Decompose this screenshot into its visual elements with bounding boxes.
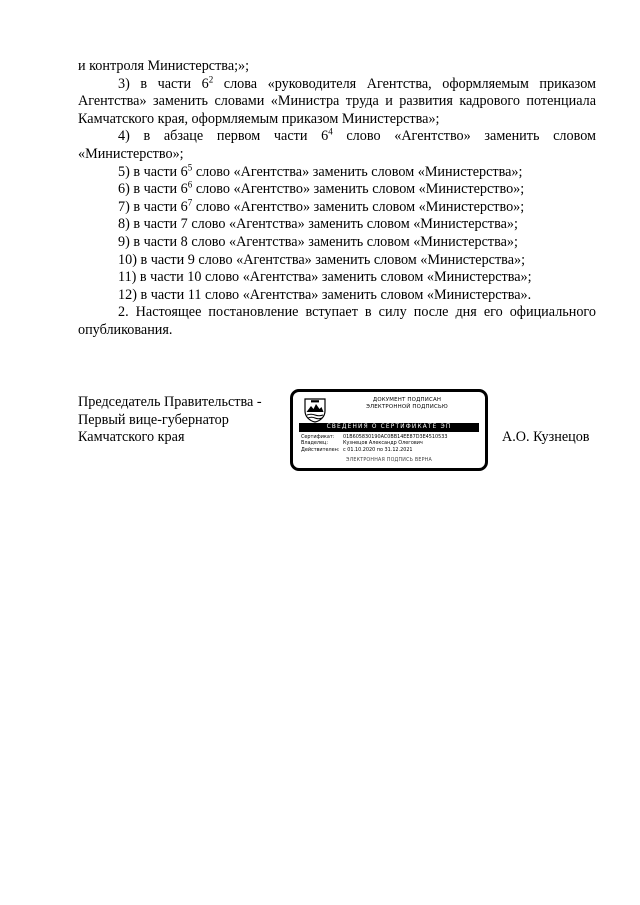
paragraph-text: 6) в части 6 [118,181,188,198]
signer-position [78,394,262,447]
signature-valid-note: ЭЛЕКТРОННАЯ ПОДПИСЬ ВЕРНА [346,458,432,463]
paragraph-8 [78,252,596,270]
paragraph-10 [78,287,596,305]
paragraph-text: 11) в части 10 слово «Агентства» заменить словом «Министерства»; [118,269,532,286]
kamchatka-coat-of-arms-icon [303,397,327,423]
paragraph-9 [78,269,596,287]
paragraph-7 [78,234,596,252]
superscript: 2 [208,73,214,84]
electronic-signature-stamp [290,389,488,471]
paragraph-1 [78,73,596,129]
paragraph-2 [78,128,596,163]
paragraph-text: 3) в части 6 [118,75,209,92]
paragraph-text: 10) в части 9 слово «Агентства» заменить словом «Министерства»; [118,251,526,268]
paragraph-text: 5) в части 6 [118,163,188,180]
paragraph-3 [78,161,596,182]
paragraph-text: слово «Агентство» заменить словом «Министерство»; [78,128,596,162]
paragraph-11 [78,304,596,339]
paragraph-text: 4) в абзаце первом части 6 [118,128,329,145]
paragraph-text: слово «Агентства» заменить словом «Министерства»; [192,163,523,180]
signer-position-line: Председатель Правительства - [78,394,262,410]
paragraph-4 [78,181,596,199]
superscript: 4 [328,126,333,137]
validity-row [301,447,447,453]
paragraph-text: 7) в части 6 [118,198,188,215]
certificate-details [301,434,447,453]
superscript: 6 [187,179,193,190]
stamp-title-line: ДОКУМЕНТ ПОДПИСАН [372,397,442,403]
superscript: 5 [187,161,193,172]
paragraph-text: слова «руководителя Агентства, оформляемым приказом Агентства» заменить словами «Министра труда и развития кадрового потенциала Камчатского края, оформляемым приказом Министерства»; [78,75,596,127]
paragraph-text: слово «Агентство» заменить словом «Министерство»; [192,181,525,198]
paragraph-text: 12) в части 11 слово «Агентства» заменить словом «Министерства». [118,286,532,303]
certificate-value: 01B605830190AC0BB14EE87D3E4510533 [343,434,448,440]
signer-name: А.О. Кузнецов [502,429,590,445]
signer-position-line: Камчатского края [78,429,185,446]
paragraph-0 [78,58,596,76]
certificate-label: Сертификат: [301,434,335,440]
validity-value: с 01.10.2020 по 31.12.2021 [343,446,413,453]
certificate-info-band: СВЕДЕНИЯ О СЕРТИФИКАТЕ ЭП [299,423,479,432]
paragraph-text: слово «Агентство» заменить словом «Министерство»; [192,198,525,215]
paragraph-text: и контроля Министерства;»; [78,58,250,74]
superscript: 7 [187,197,193,208]
owner-label: Владелец: [301,440,328,447]
document-body [78,58,596,340]
stamp-title [333,397,481,411]
signer-position-line: Первый вице-губернатор [78,411,229,428]
validity-label: Действителен: [301,446,340,453]
stamp-title-line: ЭЛЕКТРОННОЙ ПОДПИСЬЮ [366,404,448,410]
owner-value: Кузнецов Александр Олегович [343,440,423,447]
paragraph-6 [78,216,596,234]
paragraph-text: 2. Настоящее постановление вступает в силу после дня его официального опубликования. [78,304,596,338]
paragraph-text: 9) в части 8 слово «Агентства» заменить словом «Министерства»; [118,233,518,250]
paragraph-text: 8) в части 7 слово «Агентства» заменить словом «Министерства»; [118,216,518,233]
paragraph-5 [78,199,596,217]
